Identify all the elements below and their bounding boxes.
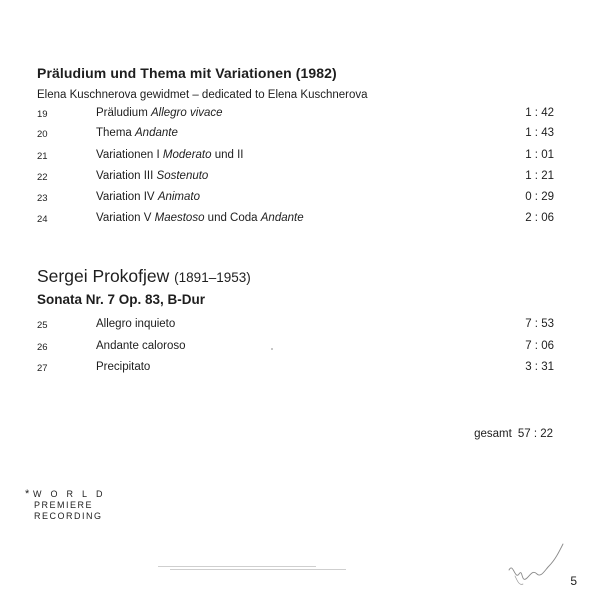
track-duration: 2 : 06 (525, 212, 554, 224)
track-number: 27 (37, 363, 48, 374)
track-title (96, 107, 223, 119)
track-tempo: Animato (157, 191, 200, 203)
track-tempo: Sostenuto (156, 170, 209, 182)
track-title (96, 191, 200, 203)
track-row (37, 340, 554, 358)
track-duration: 7 : 53 (525, 318, 554, 330)
track-title: Andante caloroso (96, 340, 186, 352)
track-tempo: Andante (135, 127, 178, 139)
composer-name: Sergei Prokofjew (37, 266, 170, 286)
track-duration: 1 : 43 (525, 127, 554, 139)
track-title (96, 127, 178, 139)
track-duration: 1 : 01 (525, 149, 554, 161)
track-row (37, 127, 554, 145)
asterisk-mark: * (25, 488, 30, 500)
track-tempo: Moderato (162, 149, 212, 161)
track-duration: 1 : 21 (525, 170, 554, 182)
scan-artifact-line (170, 569, 346, 570)
track-number: 22 (37, 172, 48, 183)
total-label: gesamt (474, 428, 512, 440)
total-time: 57 : 22 (517, 428, 553, 440)
track-tempo: Maestoso (154, 212, 205, 224)
track-row (37, 212, 554, 230)
track-duration: 7 : 06 (525, 340, 554, 352)
track-title (96, 149, 244, 161)
track-row (37, 170, 554, 188)
track-title: Precipitato (96, 361, 151, 373)
world-premiere-line-2: PREMIERE (34, 500, 94, 510)
track-movement-name: Variationen I (96, 149, 160, 161)
composer-years: (1891–1953) (174, 270, 251, 285)
track-movement-name: Präludium (96, 107, 148, 119)
track-row (37, 318, 554, 336)
track-tempo-secondary: Andante (260, 212, 304, 224)
track-duration: 1 : 42 (525, 107, 554, 119)
total-duration (474, 428, 553, 440)
track-number: 24 (37, 214, 48, 225)
track-duration: 0 : 29 (525, 191, 554, 203)
composer-heading (37, 266, 251, 287)
work-title-praeludium: Präludium und Thema mit Variationen (1982) (37, 65, 337, 81)
print-speck (271, 348, 273, 350)
track-number: 23 (37, 193, 48, 204)
signature-mark (505, 540, 567, 588)
track-duration: 3 : 31 (525, 361, 554, 373)
track-row (37, 361, 554, 379)
track-row (37, 149, 554, 167)
track-title: Allegro inquieto (96, 318, 176, 330)
dedication-line: Elena Kuschnerova gewidmet – dedicated to Elena Kuschnerova (37, 89, 368, 101)
track-title-suffix: und Coda (207, 212, 258, 224)
track-row (37, 191, 554, 209)
track-number: 26 (37, 342, 48, 353)
track-number: 25 (37, 320, 48, 331)
track-number: 21 (37, 151, 48, 162)
track-number: 20 (37, 129, 48, 140)
track-movement-name: Thema (96, 127, 132, 139)
track-tempo: Allegro vivace (150, 107, 223, 119)
world-premiere-line-1: * WORLD (25, 488, 112, 500)
track-number: 19 (37, 109, 48, 120)
scan-artifact-line (158, 566, 316, 567)
world-premiere-line-3: RECORDING (34, 511, 103, 521)
track-movement-name: Variation III (96, 170, 154, 182)
track-title (96, 212, 304, 224)
track-movement-name: Variation V (96, 212, 152, 224)
track-title-suffix: und II (214, 149, 244, 161)
track-row (37, 107, 554, 125)
track-title (96, 170, 208, 182)
work-title-sonata: Sonata Nr. 7 Op. 83, B-Dur (37, 292, 206, 307)
page-number: 5 (570, 574, 577, 588)
track-movement-name: Variation IV (96, 191, 155, 203)
world-premiere-mark (25, 488, 112, 522)
